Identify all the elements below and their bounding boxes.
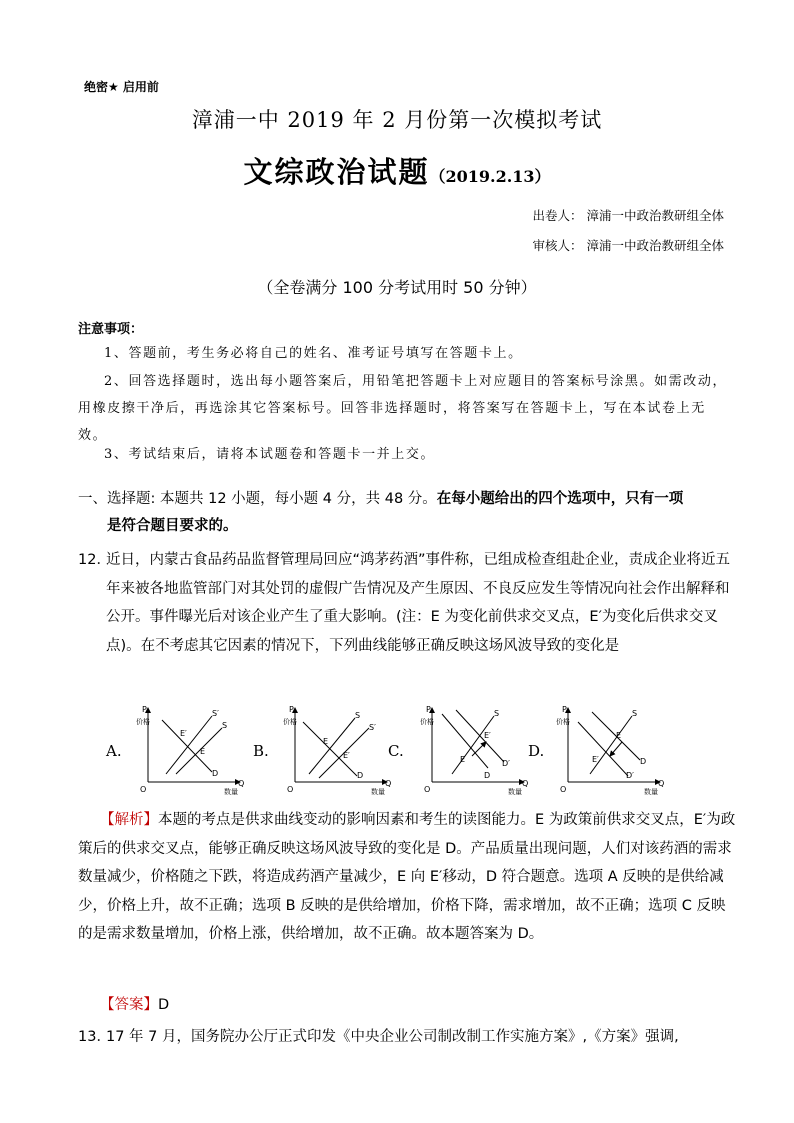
label-e-prime: E′ bbox=[592, 755, 599, 764]
axis-p: P bbox=[289, 705, 294, 714]
option-b-label: B. bbox=[253, 742, 269, 760]
label-s: S bbox=[494, 709, 500, 718]
label-s: S bbox=[355, 711, 361, 720]
setter-line: 出卷人： 漳浦一中政治教研组全体 bbox=[532, 208, 724, 223]
analysis-tag: 【解析】 bbox=[100, 812, 158, 828]
label-s: S bbox=[222, 721, 228, 730]
section-heading-bold: 在每小题给出的四个选项中，只有一项 bbox=[436, 491, 684, 507]
question-12 bbox=[78, 546, 738, 660]
answer-value: D bbox=[158, 997, 170, 1013]
exam-date: （2019.2.13） bbox=[429, 167, 551, 186]
label-e: E bbox=[460, 755, 466, 764]
label-e: E bbox=[616, 731, 622, 740]
section-heading-prefix: 一、选择题: 本题共 12 小题，每小题 4 分，共 48 分。 bbox=[78, 491, 437, 507]
notice-heading: 注意事项： bbox=[78, 322, 144, 337]
axis-price: 价格 bbox=[136, 718, 150, 726]
option-a-label: A. bbox=[106, 742, 122, 760]
axis-q: Q bbox=[238, 779, 245, 788]
label-d: D bbox=[357, 771, 364, 780]
full-mark-line: （全卷满分 100 分考试用时 50 分钟） bbox=[257, 278, 537, 297]
label-s-prime: S′ bbox=[212, 709, 219, 718]
exam-title: 漳浦一中 2019 年 2 月份第一次模拟考试 bbox=[191, 108, 603, 132]
axis-price: 价格 bbox=[283, 718, 297, 726]
option-d-graph bbox=[528, 705, 664, 796]
axis-quantity: 数量 bbox=[508, 788, 522, 796]
axis-price: 价格 bbox=[420, 718, 434, 726]
section-heading-line2: 是符合题目要求的。 bbox=[107, 518, 238, 534]
subject-title bbox=[0, 150, 794, 191]
axis-quantity: 数量 bbox=[644, 788, 658, 796]
label-d: D bbox=[484, 771, 491, 780]
axis-quantity: 数量 bbox=[371, 788, 385, 796]
axis-q: Q bbox=[385, 779, 392, 788]
label-d-prime: D′ bbox=[626, 771, 634, 780]
axis-quantity: 数量 bbox=[224, 788, 238, 796]
axis-p: P bbox=[426, 705, 431, 714]
notice-item-1: 1、答题前，考生务必将自己的姓名、准考证号填写在答题卡上。 bbox=[104, 346, 523, 361]
label-e: E bbox=[323, 737, 329, 746]
option-c-graph bbox=[388, 705, 528, 796]
axis-price: 价格 bbox=[556, 718, 570, 726]
analysis-text: 本题的考点是供求曲线变动的影响因素和考生的读图能力。E 为政策前供求交叉点，E′为政策后的供求交叉点，能够正确反映这场风波导致的变化是 D。产品质量出现问题，人们对该药酒的需求数量减少，价格随之下跌，将造成药酒产量减少，E 向 E′移动，D 符合题意。选项 A 反映的是供给减少，价格上升，故不正确；选项 B 反映的是供给增加，价格下降，需求增加，故不正确；选项 C 反映的是需求数量增加，价格上涨，供给增加，故不正确。故本题答案为 D。 bbox=[78, 812, 736, 942]
origin: O bbox=[287, 785, 294, 794]
label-d: D bbox=[640, 757, 647, 766]
option-d-label: D. bbox=[528, 742, 545, 760]
option-c-label: C. bbox=[388, 742, 404, 760]
label-e-prime: E′ bbox=[180, 729, 187, 738]
question-stem: 近日，内蒙古食品药品监督管理局回应“鸿茅药酒”事件称，已组成检查组赴企业，责成企业将近五年来被各地监管部门对其处罚的虚假广告情况及产生原因、不良反应发生等情况向社会作出解释和公开。事件曝光后对该企业产生了重大影响。(注：E 为变化前供求交叉点，E′为变化后供求交叉点)。在不考虑其它因素的情况下，下列曲线能够正确反映这场风波导致的变化是 bbox=[106, 552, 731, 654]
answer-tag: 【答案】 bbox=[100, 997, 158, 1013]
axis-q: Q bbox=[522, 779, 529, 788]
origin: O bbox=[560, 785, 567, 794]
confidential-mark: 绝密★ 启用前 bbox=[84, 80, 159, 94]
label-s: S bbox=[632, 709, 638, 718]
label-e: E bbox=[200, 747, 206, 756]
checker-line: 审核人： 漳浦一中政治教研组全体 bbox=[532, 238, 724, 253]
notice-item-2: 2、回答选择题时，选出每小题答案后，用铅笔把答题卡上对应题目的答案标号涂黑。如需改动，用橡皮擦干净后，再选涂其它答案标号。回答非选择题时，将答案写在答题卡上，写在本试卷上无效。 bbox=[78, 374, 728, 443]
origin: O bbox=[424, 785, 431, 794]
option-graphs bbox=[100, 702, 700, 798]
analysis-block bbox=[78, 806, 738, 949]
question-number: 12． bbox=[78, 552, 111, 568]
question-stem: 17 年 7 月，国务院办公厅正式印发《中央企业公司制改制工作实施方案》,《方案》强调, bbox=[106, 1029, 679, 1045]
notice-item-3: 3、考试结束后，请将本试题卷和答题卡一并上交。 bbox=[104, 447, 436, 462]
axis-p: P bbox=[142, 705, 147, 714]
axis-q: Q bbox=[658, 779, 665, 788]
option-b-graph bbox=[253, 705, 391, 796]
question-13 bbox=[78, 1025, 758, 1046]
subject-name: 文综政治试题 bbox=[243, 155, 430, 189]
label-d: D bbox=[212, 769, 219, 778]
axis-p: P bbox=[562, 705, 567, 714]
answer-line bbox=[100, 993, 169, 1014]
label-d-prime: D′ bbox=[502, 759, 510, 768]
question-number: 13． bbox=[78, 1029, 111, 1045]
section-heading bbox=[78, 486, 728, 540]
origin: O bbox=[140, 785, 147, 794]
label-e-prime: E′ bbox=[343, 751, 350, 760]
label-e-prime: E′ bbox=[484, 731, 491, 740]
label-s-prime: S′ bbox=[369, 723, 376, 732]
option-a-graph bbox=[105, 705, 244, 796]
